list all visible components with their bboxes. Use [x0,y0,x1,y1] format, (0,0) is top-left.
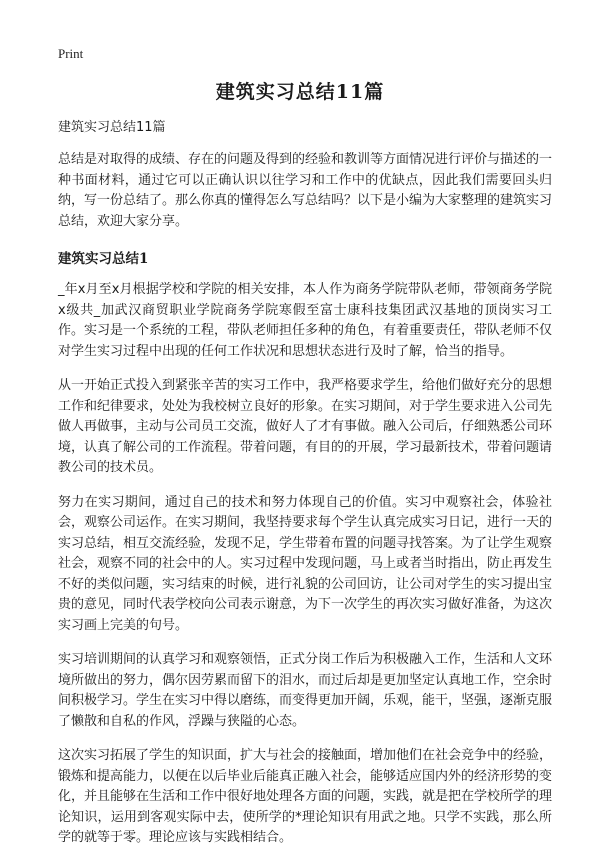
body-paragraph: 这次实习拓展了学生的知识面，扩大与社会的接触面，增加他们在社会竞争中的经验，锻炼和提高能力，以便在以后毕业后能真正融入社会，能够适应国内外的经济形势的变化，并且能够在生活和工作中很好地处理各方面的问题，实践，就是把在学校所学的理论知识，运用到客观实际中去，使所学的*理论知识有用武之地。只学不实践，那么所学的就等于零。理论应该与实践相结合。 [58,748,553,845]
body-paragraph: 从一开始正式投入到紧张辛苦的实习工作中，我严格要求学生，给他们做好充分的思想工作和纪律要求，处处为我校树立良好的形象。在实习期间，对于学生要求进入公司先做人再做事，主动与公司员工交流，做好人了才有事做。融入公司后，仔细熟悉公司环境，认真了解公司的工作流程。带着问题，有目的的开展，学习最新技术，带着问题请教公司的技术员。 [58,378,553,475]
intro-paragraph: 总结是对取得的成绩、存在的问题及得到的经验和教训等方面情况进行评价与描述的一种书面材料，通过它可以正确认识以往学习和工作中的优缺点，因此我们需要回头归纳，写一份总结了。那么你真的懂得怎么写总结吗？以下是小编为大家整理的建筑实习总结，欢迎大家分享。 [58,152,553,229]
body-paragraph: 实习培训期间的认真学习和观察领悟，正式分岗工作后为积极融入工作，生活和人文环境所做出的努力，偶尔因劳累而留下的泪水，而过后却是更加坚定认真地工作，空余时间积极学习。学生在实习中得以磨练，而变得更加开阔，乐观，能干，坚强，逐渐克服了懒散和自私的作风，浮躁与狭隘的心态。 [58,652,553,729]
body-paragraph: 努力在实习期间，通过自己的技术和努力体现自己的价值。实习中观察社会，体验社会，观察公司运作。在实习期间，我坚持要求每个学生认真完成实习日记，进行一天的实习总结，相互交流经验，发现不足，学生带着布置的问题寻找答案。为了让学生观察社会，观察不同的社会中的人。实习过程中发现问题，马上或者当时指出，防止再发生不好的类似问题，实习结束的时候，进行礼貌的公司回访，让公司对学生的实习提出宝贵的意见，同时代表学校向公司表示谢意，为下一次学生的再次实习做好准备，为这次实习画上完美的句号。 [58,494,553,633]
section-heading: 建筑实习总结1 [58,251,149,267]
document-subtitle: 建筑实习总结11篇 [58,120,166,135]
print-link[interactable]: Print [58,46,84,61]
page-title: 建筑实习总结11篇 [215,81,385,103]
body-paragraph: _年x月至x月根据学校和学院的相关安排，本人作为商务学院带队老师，带领商务学院x级共_加武汉商贸职业学院商务学院寒假至富士康科技集团武汉基地的顶岗实习工作。实习是一个系统的工程，带队老师担任多种的角色，有着重要责任，带队老师不仅对学生实习过程中出现的任何工作状况和思想状态进行及时了解，恰当的指导。 [58,282,553,359]
document-body [58,118,552,863]
